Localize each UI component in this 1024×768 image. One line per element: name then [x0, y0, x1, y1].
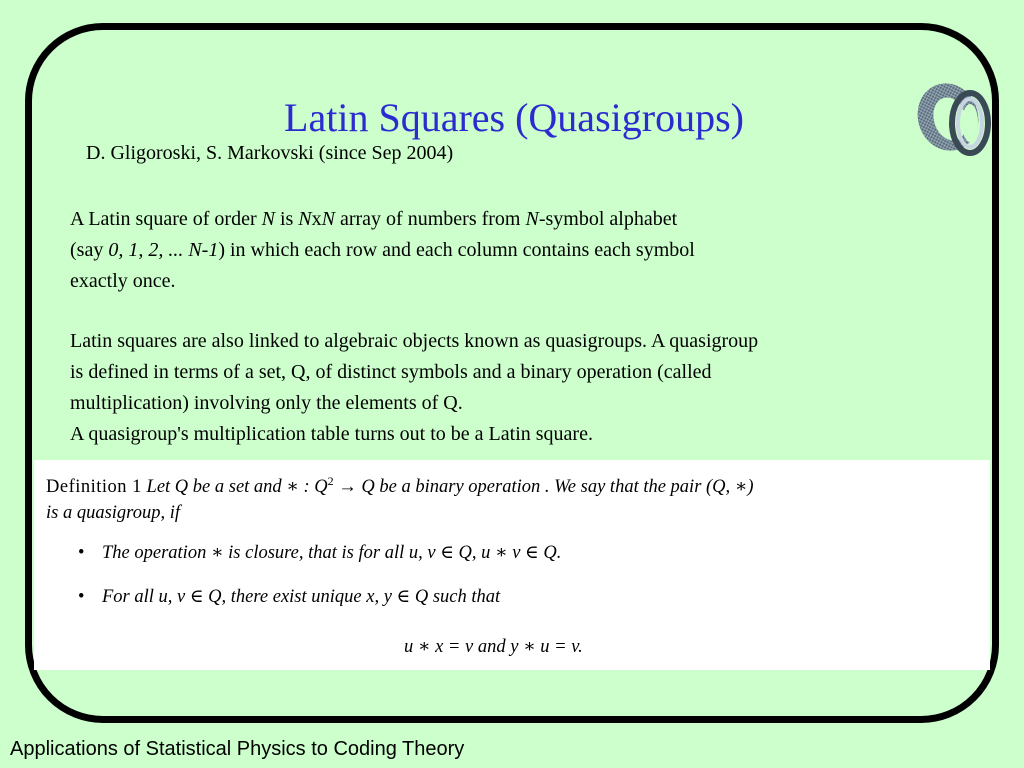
definition-bullet-closure: • The operation ∗ is closure, that is for all u, v ∈ Q, u ∗ v ∈ Q. — [78, 540, 561, 566]
paragraph2-line: is defined in terms of a set, Q, of distinct symbols and a binary operation (called — [70, 361, 712, 383]
quasigroup-paragraph — [70, 326, 758, 450]
definition-label: Definition 1 — [46, 477, 142, 498]
definition-bullet-unique-solutions: • For all u, v ∈ Q, there exist unique x, y ∈ Q such that — [78, 584, 500, 610]
paragraph1-line3: exactly once. — [70, 270, 176, 292]
definition-equation: u ∗ x = v and y ∗ u = v. — [404, 637, 583, 657]
bullet-icon: • — [78, 587, 85, 607]
slide-footer: Applications of Statistical Physics to Coding Theory — [10, 738, 465, 760]
bullet-icon: • — [78, 543, 85, 563]
torus-icon — [912, 75, 994, 161]
authors-line: D. Gligoroski, S. Markovski (since Sep 2004) — [86, 142, 454, 164]
slide-title: Latin Squares (Quasigroups) — [284, 95, 744, 140]
definition-box — [34, 460, 990, 670]
definition-statement: Definition 1 Let Q be a set and ∗ : $Q^2 \to Q$ be a binary operation . We say that the pair (Q, ∗) is a quasigroup, if — [46, 474, 754, 524]
paragraph2-line: Latin squares are also linked to algebraic objects known as quasigroups. A quasigroup — [70, 330, 759, 352]
paragraph1-line1: A Latin square of order N is NxN array of numbers from N-symbol alphabet — [70, 208, 678, 230]
paragraph1-line2: (say 0, 1, 2, ... N-1) in which each row and each column contains each symbol — [70, 239, 695, 261]
latin-square-definition-paragraph — [70, 204, 695, 297]
paragraph2-line: multiplication) involving only the elements of Q. — [70, 392, 463, 414]
paragraph2-line: A quasigroup's multiplication table turns out to be a Latin square. — [70, 423, 593, 445]
